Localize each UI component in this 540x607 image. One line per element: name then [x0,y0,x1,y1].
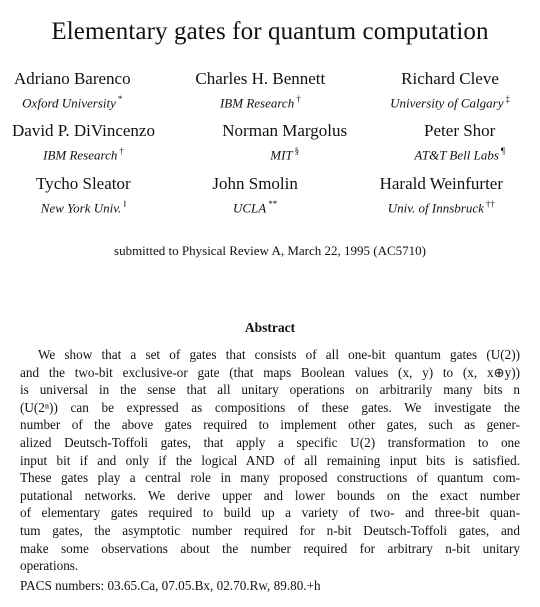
author-affiliation: AT&T Bell Labs ¶ [414,146,505,163]
author-name: Peter Shor [424,121,496,141]
author [390,68,510,112]
author [195,68,325,112]
author-name: Adriano Barenco [14,69,131,88]
submission-note: submitted to Physical Review A, March 22, 1995 (AC5710) [114,243,426,258]
footnote-mark: * [117,94,123,104]
author-affiliation: MIT § [270,146,300,163]
author-affiliation: UCLA ** [233,198,278,215]
abstract-line: operations. [20,558,79,574]
author [222,120,347,164]
author-row [0,173,540,217]
abstract-line: of elementary gates required to build up a variety of two- and three-bit quan- [20,505,520,521]
author-affiliation: IBM Research † [219,94,301,111]
abstract-body [20,346,520,575]
abstract-line: tum gates, the asymptotic number required for n-bit Deutsch-Toffoli gates, and [20,522,520,538]
author-block [0,68,540,217]
author [12,120,155,164]
abstract-line: number of the above gates required to implement other gates, such as gener- [20,417,520,433]
author-affiliation: IBM Research † [43,146,124,163]
author-name: Tycho Sleator [36,173,131,193]
author-name: Norman Margolus [222,121,348,141]
author [414,120,505,164]
author-affiliation: Univ. of Innsbruck †† [387,198,495,215]
author [36,173,131,217]
footnote-mark: † [296,94,301,104]
footnote-mark: ‖ [123,198,126,209]
paper-title: Elementary gates for quantum computation [51,18,489,45]
pacs-numbers: PACS numbers: 03.65.Ca, 07.05.Bx, 02.70.Rw, 89.80.+h [20,578,321,593]
abstract-heading: Abstract [244,320,296,335]
author-affiliation: Oxford University * [22,94,123,111]
footnote-mark: ‡ [505,94,510,104]
abstract-line: make some observations about the number required for arbitrary n-bit unitary [20,540,520,556]
author [212,173,298,217]
abstract-line: is universal in the sense that all unitary operations on arbitrarily many bits n [20,382,520,398]
author-name: Charles H. Bennett [195,69,326,88]
abstract-line: (U(2ⁿ)) can be expressed as compositions of these gates. We investigate the [20,399,520,415]
abstract-line: input bit if and only if the logical AND of all remaining input bits is satisfied. [20,452,520,468]
footnote-mark: †† [485,198,495,209]
author-name: Richard Cleve [401,69,499,88]
abstract-line: and the two-bit exclusive-or gate (that maps Boolean values (x, y) to (x, x⊕y)) [20,364,520,380]
author-row [0,68,540,112]
author-row [0,120,540,164]
footnote-mark: ** [268,198,278,209]
author-affiliation: New York Univ. ‖ [40,198,126,215]
author-name: David P. DiVincenzo [12,121,155,141]
abstract-line: These gates play a central role in many proposed constructions of quantum com- [20,470,520,486]
author-affiliation: University of Calgary ‡ [390,94,510,111]
footnote-mark: ¶ [500,146,505,157]
abstract-line: We show that a set of gates that consists of all one-bit quantum gates (U(2)) [38,347,520,362]
abstract-line: putational networks. We derive upper and lower bounds on the exact number [20,487,520,503]
author-name: Harald Weinfurter [379,173,503,193]
author [380,173,503,217]
author-name: John Smolin [212,173,298,193]
author [14,68,131,112]
abstract-line: alized Deutsch-Toffoli gates, that apply a specific U(2) transformation to one [20,434,520,450]
footnote-mark: § [294,146,300,157]
footnote-mark: † [119,146,124,157]
